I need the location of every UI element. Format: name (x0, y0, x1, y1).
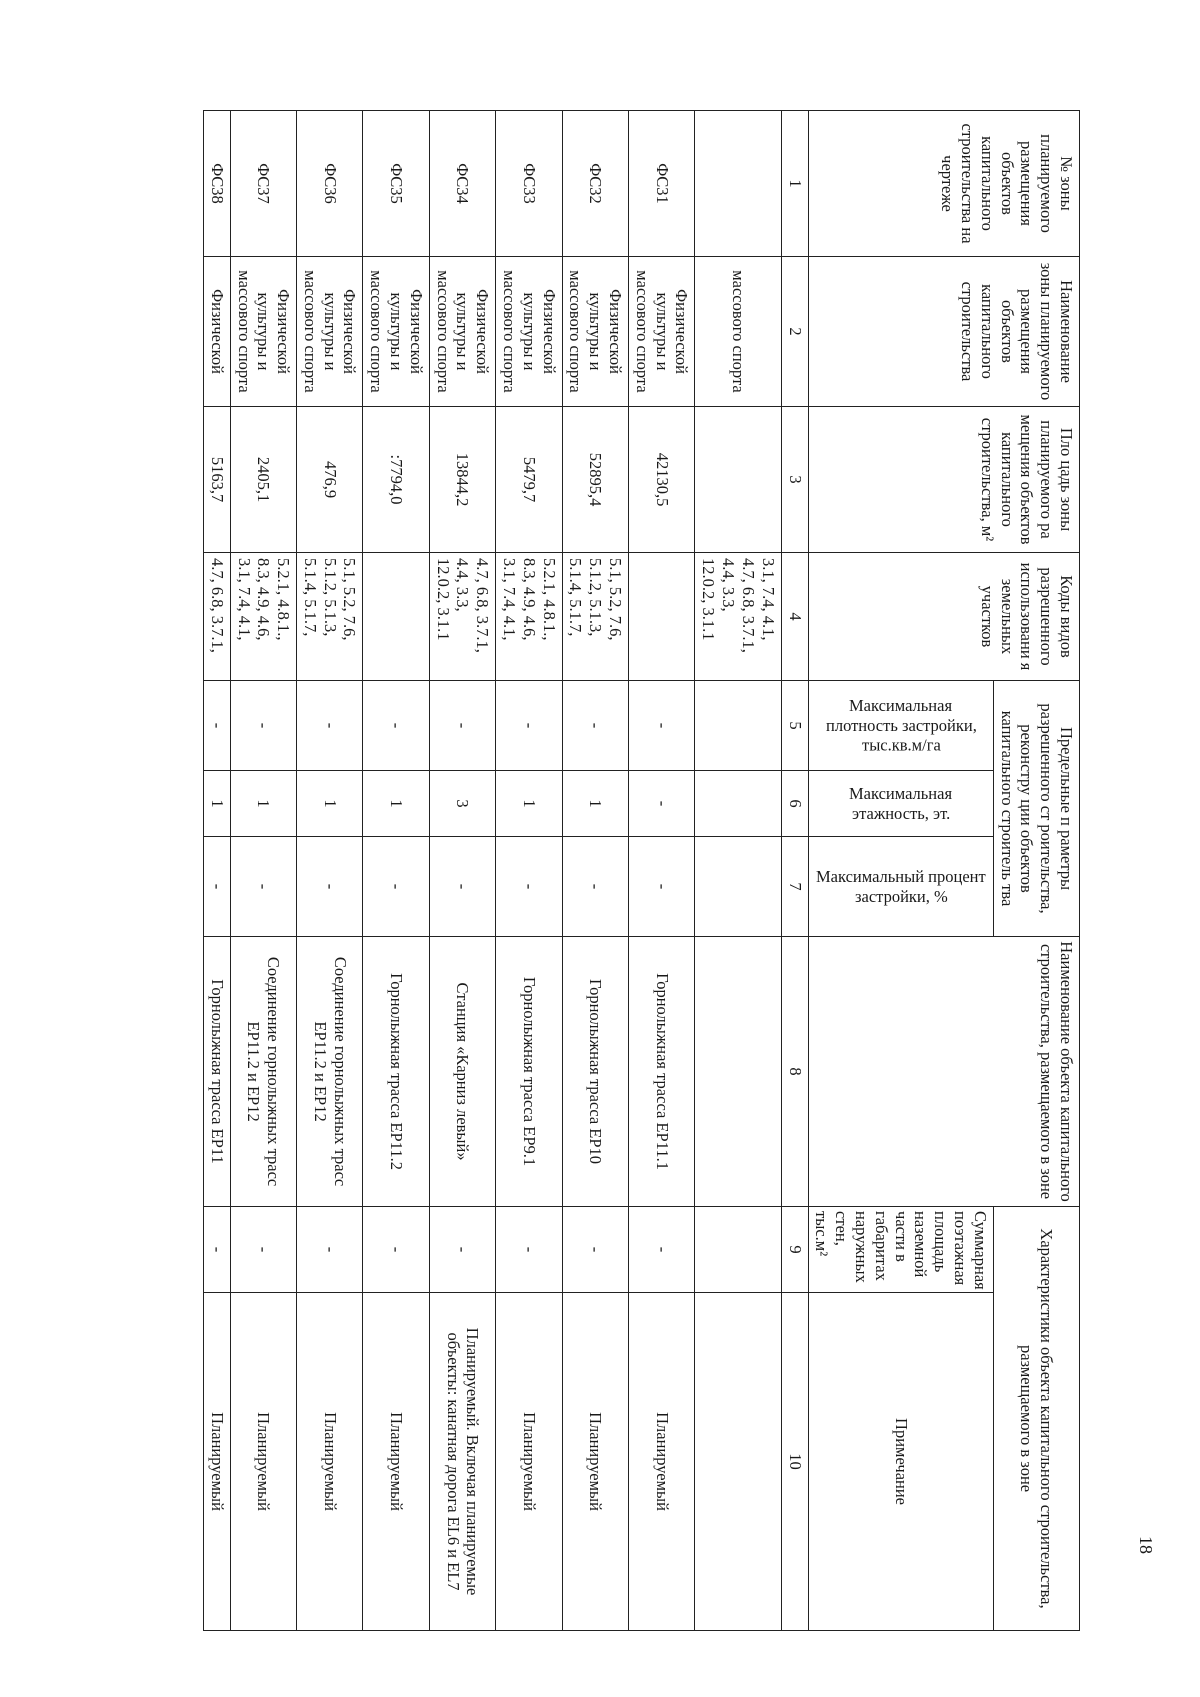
header-note: Примечание (808, 1293, 993, 1631)
cell-note: Планируемый (230, 1293, 296, 1631)
cell-usage-codes (496, 553, 562, 681)
cell-zone-area: 52895,4 (562, 407, 628, 553)
usage-code-line: 3.1, 7.4, 4.1, (234, 558, 254, 641)
cell-zone-name (203, 257, 230, 407)
cell-empty (695, 837, 781, 937)
usage-code-line: 5.1.4, 5.1.7, (300, 558, 320, 637)
cell-zone-number: ФС33 (496, 111, 562, 257)
usage-code-line: 3.1, 7.4, 4.1, (758, 558, 778, 641)
cell-usage-codes (230, 553, 296, 681)
cell-max-density: - (562, 681, 628, 771)
header-max-density-cell (808, 681, 993, 771)
cell-empty (695, 407, 781, 553)
cell-zone-area: :7794,0 (363, 407, 429, 553)
column-number: 7 (781, 837, 808, 937)
zone-name-line: Физической (606, 289, 626, 374)
cell-zone-name (562, 257, 628, 407)
zone-name-line: массового спорта (566, 270, 586, 393)
cell-empty (695, 1293, 781, 1631)
cell-max-floors: 1 (297, 771, 363, 837)
cell-max-floors: 1 (203, 771, 230, 837)
cell-max-density: - (496, 681, 562, 771)
cell-note: Планируемый (203, 1293, 230, 1631)
cell-max-density: - (203, 681, 230, 771)
zone-name-line: Физической (473, 289, 493, 374)
cell-floor-area: - (297, 1207, 363, 1293)
table-row (429, 111, 495, 1631)
usage-code-line: 4.7, 6.8, 3.7.1, (207, 558, 227, 653)
cell-usage-codes (429, 553, 495, 681)
cell-object-name: Станция «Карниз левый» (429, 937, 495, 1207)
cell-empty (695, 771, 781, 837)
cell-floor-area: - (562, 1207, 628, 1293)
cell-zone-number: ФС31 (629, 111, 695, 257)
continuation-row (695, 111, 781, 1631)
usage-code-line: 4.4, 3.3, (719, 558, 739, 612)
table-row (496, 111, 562, 1631)
cell-note: Планируемый (363, 1293, 429, 1631)
cell-zone-name (363, 257, 429, 407)
page-number: 18 (1136, 1536, 1156, 1554)
zone-name-line: культуры и (320, 292, 340, 371)
cell-object-name: Соединение горнолыжных трасс ЕР11.2 и ЕР12 (297, 937, 363, 1207)
usage-code-line: 5.1, 5.2, 7.6, (340, 558, 360, 641)
column-number: 3 (781, 407, 808, 553)
usage-code-line: 4.7, 6.8, 3.7.1, (473, 558, 493, 653)
cell-object-name: Горнолыжная трасса ЕР10 (562, 937, 628, 1207)
zone-name-line: культуры и (254, 292, 274, 371)
zone-name-line: Физической (340, 289, 360, 374)
column-number: 10 (781, 1293, 808, 1631)
zone-name-line: массового спорта (300, 270, 320, 393)
cell-usage-codes (203, 553, 230, 681)
zone-name-line: массового спорта (500, 270, 520, 393)
cell-max-floors: 3 (429, 771, 495, 837)
header-floor-area: Суммарная поэтажная площадь наземной части в габаритах наружных стен, тыс.м² (808, 1207, 993, 1293)
zone-name-line: культуры и (387, 292, 407, 371)
cell-max-percent: - (562, 837, 628, 937)
zone-name-line: массового спорта (632, 270, 652, 393)
usage-code-line: 4.4, 3.3, (453, 558, 473, 612)
table-row (629, 111, 695, 1631)
cell-usage-codes-continued (695, 553, 781, 681)
usage-code-line: 5.1.2, 5.1.3, (320, 558, 340, 637)
cell-zone-name (297, 257, 363, 407)
cell-floor-area: - (363, 1207, 429, 1293)
cell-max-density: - (230, 681, 296, 771)
cell-zone-number: ФС35 (363, 111, 429, 257)
usage-code-line: 8.3, 4.9, 4.6, (519, 558, 539, 641)
header-zone-area: Пло цадь зоны планируемого ра мещения объектов капитального строительства, м² (808, 407, 1079, 553)
cell-zone-number: ФС37 (230, 111, 296, 257)
cell-note: Планируемый (629, 1293, 695, 1631)
usage-code-line: 5.2.1, 4.8.1., (274, 558, 294, 641)
cell-empty (695, 1207, 781, 1293)
cell-max-floors: 1 (230, 771, 296, 837)
cell-max-percent: - (297, 837, 363, 937)
cell-zone-name (230, 257, 296, 407)
cell-max-floors: 1 (363, 771, 429, 837)
header-row-1 (993, 111, 1079, 1631)
cell-zone-number: ФС32 (562, 111, 628, 257)
column-number: 9 (781, 1207, 808, 1293)
column-number: 4 (781, 553, 808, 681)
cell-object-name: Горнолыжная трасса ЕР11.2 (363, 937, 429, 1207)
header-max-percent-cell (808, 837, 993, 937)
header-zone-name: Наименование зоны планируемого размещения объектов капитального строительства (808, 257, 1079, 407)
cell-max-percent: - (230, 837, 296, 937)
column-number: 6 (781, 771, 808, 837)
zone-name-line: массового спорта (234, 270, 254, 393)
usage-code-line: 5.1.2, 5.1.3, (586, 558, 606, 637)
cell-zone-area: 5163,7 (203, 407, 230, 553)
cell-note: Планируемый (297, 1293, 363, 1631)
usage-code-line: 8.3, 4.9, 4.6, (254, 558, 274, 641)
zones-table (203, 110, 1080, 1631)
zone-name-line: культуры и (586, 292, 606, 371)
usage-code-line: 12.0.2, 3.1.1 (699, 558, 719, 641)
cell-max-percent: - (496, 837, 562, 937)
cell-zone-number: ФС34 (429, 111, 495, 257)
cell-floor-area: - (629, 1207, 695, 1293)
cell-note: Планируемый (496, 1293, 562, 1631)
table-row (230, 111, 296, 1631)
cell-zone-name (629, 257, 695, 407)
column-number: 5 (781, 681, 808, 771)
zone-name-line: культуры и (453, 292, 473, 371)
usage-code-line: 5.1.4, 5.1.7, (566, 558, 586, 637)
cell-zone-name (496, 257, 562, 407)
usage-code-line: 5.2.1, 4.8.1., (539, 558, 559, 641)
cell-max-floors: 1 (496, 771, 562, 837)
cell-max-density: - (297, 681, 363, 771)
cell-note: Планируемый. Включая планируемые объекты: канатная дорога EL6 и EL7 (429, 1293, 495, 1631)
cell-zone-number: ФС38 (203, 111, 230, 257)
zone-name-line: массового спорта (433, 270, 453, 393)
header-max-floors-cell (808, 771, 993, 837)
cell-max-floors: - (629, 771, 695, 837)
zone-name-line: Физической (406, 289, 426, 374)
cell-zone-area: 476,9 (297, 407, 363, 553)
usage-code-line: 3.1, 7.4, 4.1, (500, 558, 520, 641)
cell-max-density: - (363, 681, 429, 771)
cell-object-name: Горнолыжная трасса ЕР11.1 (629, 937, 695, 1207)
cell-usage-codes (629, 553, 695, 681)
table-row (363, 111, 429, 1631)
zone-name-line: Физической (539, 289, 559, 374)
cell-usage-codes (562, 553, 628, 681)
header-max-floors: Максимальная этажность, эт. (849, 783, 953, 823)
cell-floor-area: - (496, 1207, 562, 1293)
cell-usage-codes (363, 553, 429, 681)
cell-floor-area: - (429, 1207, 495, 1293)
header-object-characteristics: Характеристики объекта капитального строительства, размещаемого в зоне (993, 1207, 1079, 1631)
cell-zone-name-continued: массового спорта (695, 257, 781, 407)
cell-object-name: Горнолыжная трасса ЕР11 (203, 937, 230, 1207)
zone-name-line: культуры и (652, 292, 672, 371)
cell-max-floors: 1 (562, 771, 628, 837)
cell-max-density: - (629, 681, 695, 771)
cell-zone-area: 5479,7 (496, 407, 562, 553)
cell-empty (695, 681, 781, 771)
cell-floor-area: - (203, 1207, 230, 1293)
cell-zone-name (429, 257, 495, 407)
cell-zone-area: 2405,1 (230, 407, 296, 553)
cell-max-percent: - (629, 837, 695, 937)
zone-name-line: культуры и (519, 292, 539, 371)
cell-usage-codes (297, 553, 363, 681)
cell-note: Планируемый (562, 1293, 628, 1631)
cell-empty (695, 111, 781, 257)
table-row (562, 111, 628, 1631)
zone-name-line: Физической (207, 289, 227, 374)
usage-code-line: 5.1, 5.2, 7.6, (606, 558, 626, 641)
column-number: 8 (781, 937, 808, 1207)
zone-name-line: массового спорта (367, 270, 387, 393)
header-zone-number: № зоны планируемого размещения объектов капитального строительства на чертеже (808, 111, 1079, 257)
zone-name-line: Физической (274, 289, 294, 374)
column-number: 1 (781, 111, 808, 257)
header-usage-codes: Коды видов разрешенного использовани я земельных участков (808, 553, 1079, 681)
cell-max-percent: - (203, 837, 230, 937)
cell-zone-area: 13844,2 (429, 407, 495, 553)
table-body (203, 111, 695, 1631)
cell-empty (695, 937, 781, 1207)
header-max-percent: Максимальный процент застройки, % (815, 866, 986, 906)
column-number-row (781, 111, 808, 1631)
cell-zone-number: ФС36 (297, 111, 363, 257)
header-max-density: Максимальная плотность застройки, тыс.кв.м/га (825, 695, 977, 755)
table-row (297, 111, 363, 1631)
table-row (203, 111, 230, 1631)
cell-max-percent: - (363, 837, 429, 937)
column-number: 2 (781, 257, 808, 407)
cell-object-name: Соединение горнолыжных трасс ЕР11.2 и ЕР12 (230, 937, 296, 1207)
cell-max-density: - (429, 681, 495, 771)
usage-code-line: 12.0.2, 3.1.1 (433, 558, 453, 641)
cell-zone-area: 42130,5 (629, 407, 695, 553)
header-limit-parameters: Предельные п раметры разрешенного ст роительства, реконстру ции объектов капитального строитель тва (993, 681, 1079, 937)
zone-name-line: Физической (672, 289, 692, 374)
usage-code-line: 4.7, 6.8, 3.7.1, (738, 558, 758, 653)
header-object-name: Наименование объекта капитального строительства, размещаемого в зоне (808, 937, 1079, 1207)
cell-floor-area: - (230, 1207, 296, 1293)
cell-max-percent: - (429, 837, 495, 937)
cell-object-name: Горнолыжная трасса ЕР9.1 (496, 937, 562, 1207)
